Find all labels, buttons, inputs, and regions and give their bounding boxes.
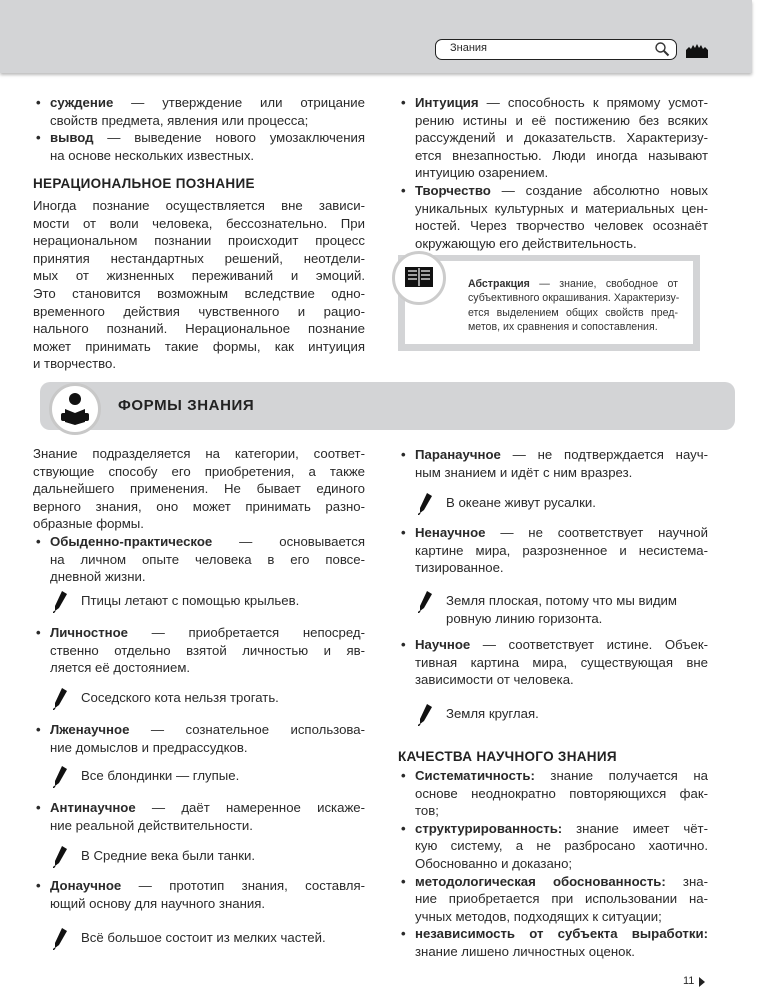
bullet: • [36, 95, 41, 110]
list-item [33, 624, 365, 677]
text-line: кую систему, а не разбросано хаотично. [415, 838, 708, 854]
text-line: тов; [415, 803, 439, 819]
list-item [398, 94, 708, 182]
text-line: рению истины и её постижению без всяких [415, 112, 708, 128]
example-text [446, 494, 596, 512]
term: Лженаучное [50, 722, 130, 737]
intro-paragraph [33, 445, 365, 533]
page-number: 11 [683, 975, 695, 987]
reader-icon [49, 383, 101, 435]
text-line: тизированное. [415, 560, 504, 576]
bullet: • [401, 447, 406, 462]
next-page-arrow-icon[interactable] [699, 977, 705, 987]
bullet: • [401, 95, 406, 110]
term: Обыденно-практическое [50, 534, 213, 549]
bullet: • [401, 637, 406, 652]
text-line: и творчество. [33, 356, 117, 372]
example-line: Все блондинки — глупые. [81, 768, 240, 783]
magnifier-icon[interactable] [654, 41, 670, 57]
text-line: зависимости от человека. [415, 672, 574, 688]
example-text [81, 592, 299, 610]
text-line: ляется её достоянием. [50, 660, 191, 676]
list-item [398, 820, 708, 873]
top-right-list [398, 94, 708, 252]
bullet: • [36, 878, 41, 893]
text-line: структурированность: знание имеет чёт- [415, 820, 708, 836]
text-line: на основе нескольких известных. [50, 147, 255, 163]
search-input[interactable] [435, 39, 677, 60]
abstraction-text [468, 277, 678, 334]
form-item [33, 799, 365, 834]
term: структурированность: [415, 820, 563, 836]
text-line: свойств предмета, явления или процесса; [50, 112, 309, 128]
term: вывод [50, 130, 94, 146]
irrational-heading: НЕРАЦИОНАЛЬНОЕ ПОЗНАНИЕ [33, 176, 255, 191]
bullet: • [36, 534, 41, 549]
text-line: мости от воли человека, бессознательно. При [33, 215, 365, 231]
bullet: • [36, 800, 41, 815]
bullet: • [36, 130, 41, 146]
text-line: Интуиция — способность к прямому усмот- [415, 95, 708, 110]
example-text [81, 929, 326, 947]
term: Ненаучное [415, 525, 486, 540]
text-line: Обыденно-практическое — основывается [50, 534, 365, 549]
form-item [398, 446, 708, 481]
text-line: ющий основу для научного знания. [50, 895, 266, 911]
example-text [446, 592, 677, 628]
book-icon [392, 251, 446, 305]
list-item [33, 799, 365, 834]
text-line: рассуждений и доказательств. Характеризу- [415, 130, 708, 146]
pen-icon [53, 688, 67, 715]
irrational-paragraph [33, 197, 365, 373]
text-line: мых от жизненных переживаний и эмоций. [33, 268, 365, 284]
text-line: Обоснованно и доказано; [415, 855, 573, 871]
text-line: Систематичность: знание получается на [415, 768, 708, 783]
text-line: ется внезапностью. Люди иногда называют [415, 147, 708, 163]
text-line: знание лишено личностных оценок. [415, 943, 635, 959]
bullet: • [36, 722, 41, 737]
example-line: В океане живут русалки. [446, 495, 596, 510]
term: Интуиция [415, 95, 479, 110]
term: суждение [50, 95, 114, 110]
text-line: Иногда познание осуществляется вне зависи- [33, 198, 365, 213]
term: методологическая обоснованность: [415, 873, 666, 889]
example-text [81, 689, 279, 707]
example-line: ровную линию горизонта. [446, 611, 603, 626]
crown-icon [685, 43, 709, 59]
list-item [33, 129, 365, 164]
text-line: ется выделением общих свойств пред- [468, 306, 678, 319]
example-line: Всё большое состоит из мелких частей. [81, 930, 326, 945]
form-item [398, 636, 708, 689]
qualities-heading: КАЧЕСТВА НАУЧНОГО ЗНАНИЯ [398, 749, 617, 764]
text-line: принятия нестандартных решений, неотдели- [33, 250, 365, 266]
text-line: дневной жизни. [50, 569, 146, 585]
term: Систематичность: [415, 768, 535, 783]
example-line: Земля плоская, потому что мы видим [446, 593, 677, 608]
text-line: метов, их сравнения и сопоставления. [468, 320, 658, 333]
text-line: интуицию озарением. [415, 165, 549, 181]
text-line: образные формы. [33, 516, 144, 532]
example-line: Птицы летают с помощью крыльев. [81, 593, 300, 608]
text-line: учных методов, подходящих к ситуации; [415, 908, 662, 924]
list-item [398, 873, 708, 926]
text-line: может принимать такие формы, как интуиция [33, 338, 365, 354]
pen-icon [418, 591, 432, 618]
example-line: Соседского кота нельзя трогать. [81, 690, 279, 705]
text-line: ностей. Через творчество человек осознаёт [415, 218, 708, 234]
section-header [40, 382, 735, 430]
list-item [398, 636, 708, 689]
text-line: верного знания, оно может принимать разно- [33, 498, 365, 514]
list-item [398, 182, 708, 252]
text-line: временного действия чувственного и рацио- [33, 303, 365, 319]
text-line: Это становится возможным вследствие одно- [33, 285, 365, 301]
text-line: Паранаучное — не подтверждается науч- [415, 447, 708, 462]
form-item [33, 533, 365, 586]
text-line: Творчество — создание абсолютно новых [415, 182, 708, 198]
form-item [33, 721, 365, 756]
text-line: Научное — соответствует истине. Объек- [415, 637, 708, 652]
pen-icon [418, 704, 432, 731]
pen-icon [418, 493, 432, 520]
text-line: ствующие способу его приобретения, а также [33, 463, 365, 479]
header-band [0, 0, 752, 73]
text-line: нального познаний. Нерациональное познание [33, 321, 365, 337]
term: Научное [415, 637, 471, 652]
pen-icon [53, 928, 67, 955]
term: Донаучное [50, 878, 122, 893]
list-item [33, 721, 365, 756]
text-line: Абстракция — знание, свободное от [468, 278, 678, 290]
example-line: В Средние века были танки. [81, 848, 256, 863]
example-line: Земля круглая. [446, 706, 539, 721]
text-line: нерациональном познании происходит процесс [33, 233, 365, 249]
text-line: ние приобретается при использовании на- [415, 891, 708, 907]
text-line: суждение — утверждение или отрицание [50, 95, 365, 110]
text-line: Ненаучное — не соответствует научной [415, 525, 708, 540]
text-line: ным знанием и идёт с ним вразрез. [415, 464, 633, 480]
term: Творчество [415, 182, 491, 198]
example-text [446, 705, 539, 723]
search-value: Знания [450, 42, 488, 54]
text-line [415, 925, 708, 943]
term: Паранаучное [415, 447, 501, 462]
text-line: ственно отдельно взятой личностью и яв- [50, 642, 365, 658]
term: Личностное [50, 625, 129, 640]
pen-icon [53, 766, 67, 793]
text-line: Лженаучное — сознательное использова- [50, 722, 365, 737]
bullet: • [401, 820, 406, 836]
bullet: • [401, 182, 406, 198]
pen-icon [53, 846, 67, 873]
list-item [398, 524, 708, 577]
text-line: ние реальной действительности. [50, 817, 253, 833]
text-line: на личном опыте человека в его повсе- [50, 551, 365, 567]
term: независимость от субъекта выработки: [415, 926, 708, 942]
text-line: окружающую его действительность. [415, 235, 637, 251]
text-line: основе неоднократно повторяющихся фак- [415, 785, 708, 801]
form-item [33, 877, 365, 912]
text-line: картине мира, разрозненное и несистема- [415, 542, 708, 558]
list-item [398, 767, 708, 820]
text-line: дальнейшего применения. Не бывает единого [33, 481, 365, 497]
bullet: • [36, 625, 41, 640]
text-line: вывод — выведение нового умозаключения [50, 130, 365, 146]
qualities-list [398, 767, 708, 961]
list-item [33, 94, 365, 129]
form-item [398, 524, 708, 577]
example-text [81, 767, 239, 785]
example-text [81, 847, 255, 865]
list-item [33, 533, 365, 586]
text-line: методологическая обоснованность: зна- [415, 873, 708, 889]
form-item [33, 624, 365, 677]
text-line: уникальных культурных и материальных цен- [415, 200, 708, 216]
list-item [398, 446, 708, 481]
term: Антинаучное [50, 800, 136, 815]
section-title: ФОРМЫ ЗНАНИЯ [118, 397, 255, 414]
text-line: Знание подразделяется на категории, соответ- [33, 446, 365, 461]
list-item [398, 925, 708, 960]
bullet: • [401, 926, 406, 942]
bullet: • [401, 768, 406, 783]
text-line: Антинаучное — даёт намеренное искаже- [50, 800, 365, 815]
text-line: Личностное — приобретается непосред- [50, 625, 365, 640]
top-left-list [33, 94, 365, 164]
pen-icon [53, 591, 67, 618]
bullet: • [401, 873, 406, 889]
text-line: ние домыслов и предрассудков. [50, 739, 248, 755]
text-line: Донаучное — прототип знания, составля- [50, 878, 365, 893]
term: Абстракция [468, 278, 530, 290]
list-item [33, 877, 365, 912]
bullet: • [401, 525, 406, 540]
text-line: субъективного окрашивания. Характеризу- [468, 292, 680, 305]
text-line: тивная картина мира, существующая вне [415, 654, 708, 670]
